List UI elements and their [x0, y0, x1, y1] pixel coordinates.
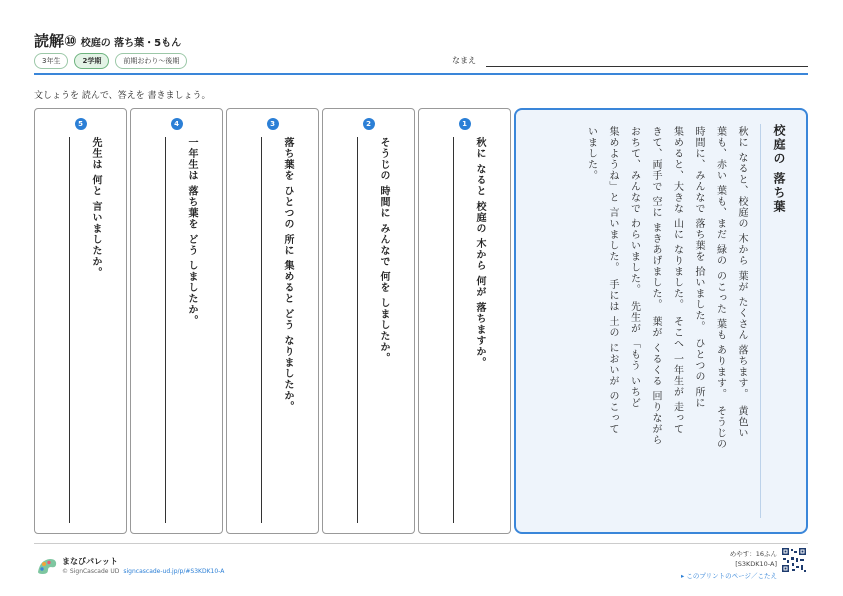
- answer-line[interactable]: [165, 137, 166, 523]
- answer-line[interactable]: [357, 137, 358, 523]
- grade-tag: 3年生: [34, 53, 68, 69]
- print-page-link[interactable]: ▸ このプリントのページ／こたえ: [681, 572, 777, 580]
- qr-code-icon[interactable]: [781, 547, 807, 573]
- brand-name: まなびパレット: [62, 557, 118, 566]
- question-text: 秋に なると 校庭の 木から 何が 落ちますか。: [474, 137, 485, 369]
- period-tag: 前期おわり〜後期: [115, 53, 187, 69]
- story-divider: [760, 124, 761, 518]
- title-main: 読解⑩: [34, 32, 77, 50]
- question-box-2: [322, 108, 415, 534]
- worksheet-code: [S3KDK10-A]: [735, 560, 777, 568]
- story-line: いました。: [585, 126, 597, 181]
- story-title: 校庭の 落ち葉: [772, 124, 786, 215]
- answer-line[interactable]: [69, 137, 70, 523]
- footer-divider: [34, 543, 808, 544]
- question-text: 一年生は 落ち葉を どう しましたか。: [186, 137, 197, 327]
- time-estimate: [730, 549, 777, 569]
- question-text: そうじの 時間に みんなで 何を しましたか。: [378, 137, 389, 364]
- tag-list: [34, 53, 187, 69]
- story-body: [580, 126, 752, 522]
- story-line: 集めると、大きな 山に なりました。 そこへ 一年生が 走って: [671, 126, 683, 435]
- page-title: [34, 30, 181, 51]
- source-link[interactable]: signcascade-ud.jp/p/#S3KDK10-A: [123, 568, 225, 575]
- title-subtitle: 校庭の 落ち葉・5もん: [80, 38, 182, 49]
- copyright: [62, 568, 224, 575]
- term-tag: 2学期: [74, 53, 109, 69]
- story-line: きて、両手で 空に まきあげました。 葉が くるくる 回りながら: [650, 126, 661, 446]
- palette-logo-icon: [36, 556, 58, 576]
- story-line: 集めようね」と 言いました。 手には 土の においが のこって: [607, 126, 618, 435]
- question-number: 3: [267, 118, 279, 130]
- copyright-text: © SignCascade UD: [62, 568, 120, 575]
- answer-line[interactable]: [261, 137, 262, 523]
- answer-line[interactable]: [453, 137, 454, 523]
- name-field[interactable]: [486, 66, 808, 67]
- name-label: なまえ: [452, 56, 476, 65]
- story-line: 時間に、みんなで 落ち葉を 拾いました。 ひとつの 所に: [693, 126, 704, 409]
- header-divider: [34, 73, 808, 75]
- question-box-4: [130, 108, 223, 534]
- question-number: 4: [171, 118, 183, 130]
- question-box-1: [418, 108, 511, 534]
- question-number: 1: [459, 118, 471, 130]
- story-line: 葉も、赤い 葉も、まだ 緑の のこった 葉も あります。 そうじの: [714, 126, 726, 450]
- instruction-text: 文しょうを 読んで、答えを 書きましょう。: [34, 91, 211, 101]
- question-text: 先生は 何と 言いましたか。: [90, 137, 101, 278]
- question-box-3: [226, 108, 319, 534]
- story-line: 秋に なると、校庭の 木から 葉が たくさん 落ちます。 黄色い: [736, 126, 747, 439]
- question-number: 5: [75, 118, 87, 130]
- time-estimate-text: めやす：16ふん: [729, 550, 777, 558]
- question-box-5: [34, 108, 127, 534]
- story-panel: [514, 108, 808, 534]
- story-line: おちて、みんなで わらいました。 先生が 「もう いちど: [628, 126, 640, 409]
- question-text: 落ち葉を ひとつの 所に 集めると どう なりましたか。: [282, 137, 293, 413]
- question-number: 2: [363, 118, 375, 130]
